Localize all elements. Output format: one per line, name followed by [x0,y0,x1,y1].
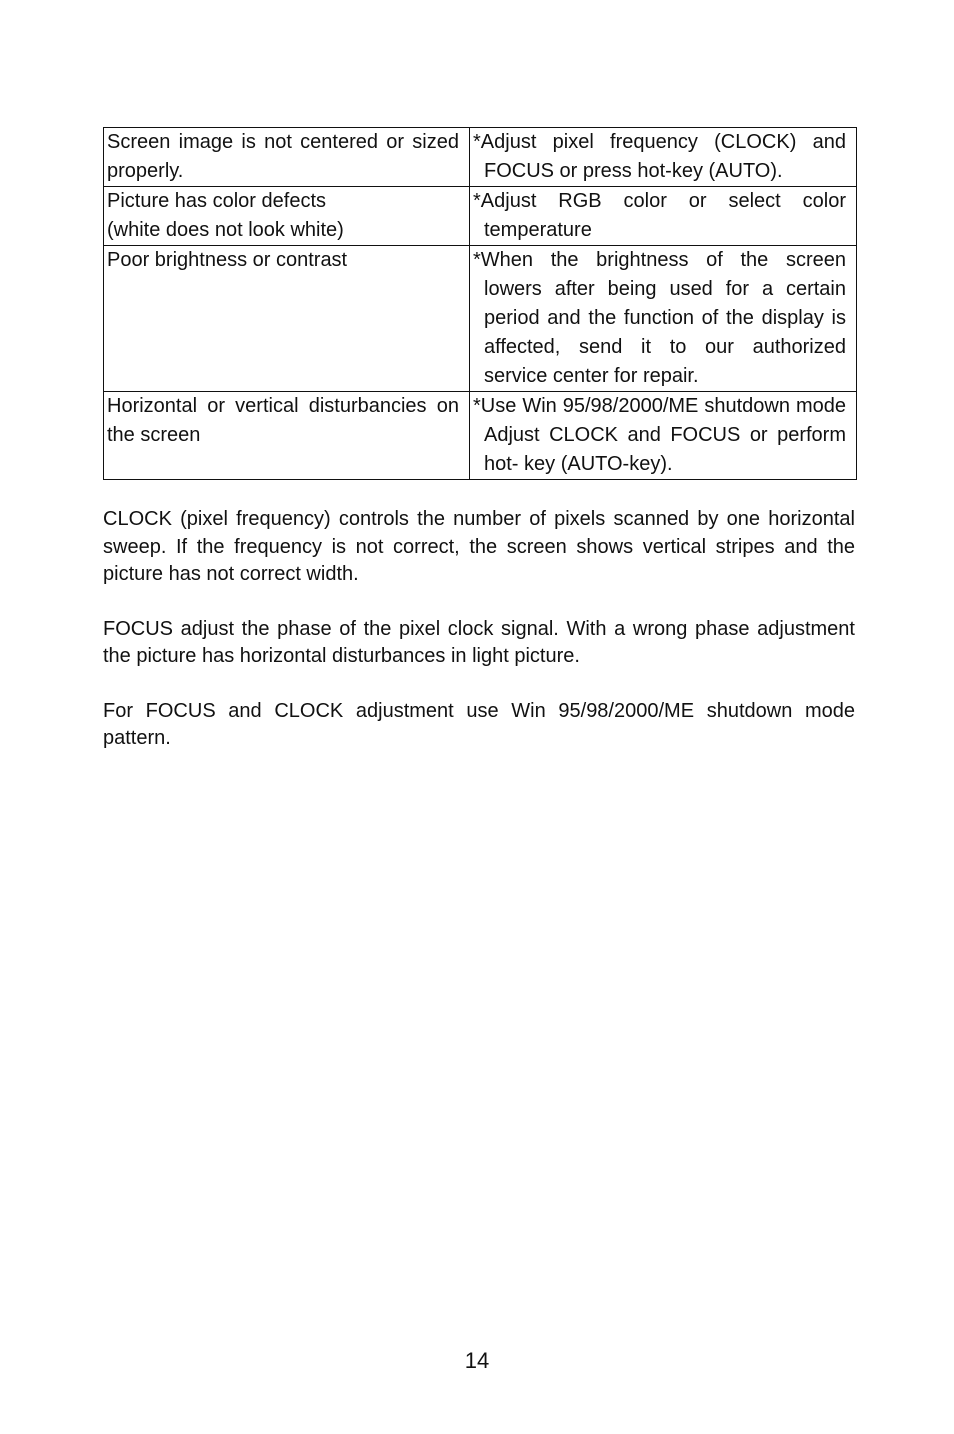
problem-cell [104,246,470,392]
problem-text: (white does not look white) [107,219,344,241]
problem-text: Screen image is not centered or sized properly. [107,131,459,182]
problem-cell [104,187,470,246]
table-row [104,246,857,392]
problem-text: Poor brightness or contrast [107,249,348,271]
solution-text: *Adjust RGB color or select color temperature [473,190,846,241]
clock-paragraph: CLOCK (pixel frequency) controls the number of pixels scanned by one horizontal sweep. If the frequency is not correct, the screen shows vertical stripes and the picture has not correct width. [103,508,855,585]
solution-cell [470,128,857,187]
table-row [104,187,857,246]
adjustment-paragraph: For FOCUS and CLOCK adjustment use Win 95/98/2000/ME shutdown mode pattern. [103,699,855,749]
page-content [103,127,855,753]
problem-text: Picture has color defects [107,190,326,212]
table-row [104,128,857,187]
problem-cell [104,128,470,187]
solution-text: *When the brightness of the screen lowers after being used for a certain period and the function of the display is affected, send it to our authorized service center for repair. [473,249,846,387]
focus-paragraph: FOCUS adjust the phase of the pixel clock signal. With a wrong phase adjustment the picture has horizontal disturbances in light picture. [103,617,855,667]
troubleshooting-table [103,127,857,480]
problem-text: Horizontal or vertical disturbancies on the screen [107,395,459,446]
problem-cell [104,392,470,480]
solution-text: *Use Win 95/98/2000/ME shutdown mode Adjust CLOCK and FOCUS or perform hot- key (AUTO-key). [473,395,846,475]
solution-text: *Adjust pixel frequency (CLOCK) and FOCUS or press hot-key (AUTO). [473,131,846,182]
page-number: 14 [464,1348,490,1373]
solution-cell [470,187,857,246]
solution-cell [470,246,857,392]
table-row [104,392,857,480]
solution-cell [470,392,857,480]
